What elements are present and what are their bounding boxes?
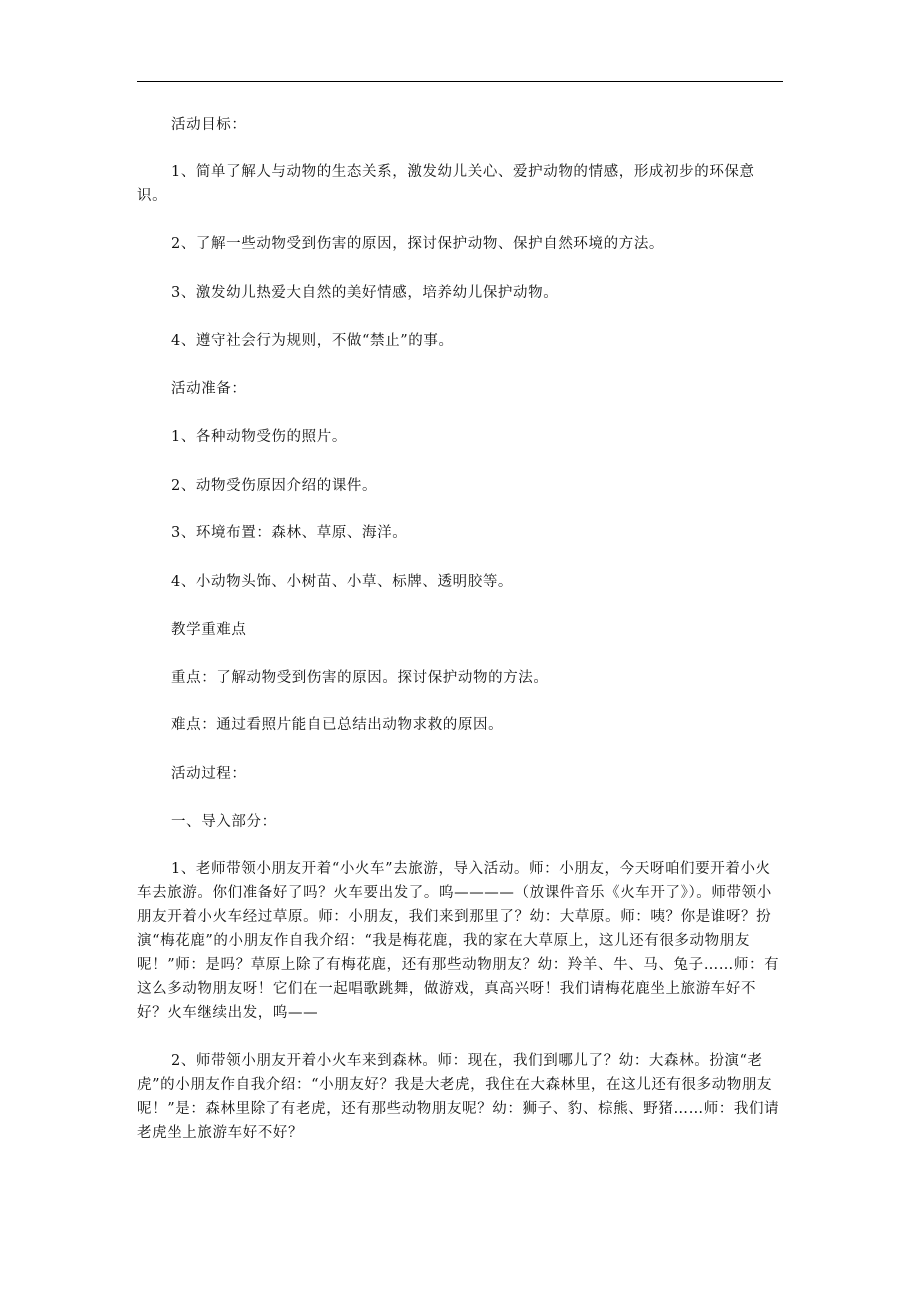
heading-key-points: 教学重难点: [171, 622, 247, 638]
preparation-item-1: 1、各种动物受伤的照片。: [171, 429, 347, 445]
heading-activity-goals: 活动目标：: [171, 117, 247, 133]
goal-item-4: 4、遵守社会行为规则，不做“禁止”的事。: [171, 333, 454, 349]
goal-item-1: 1、简单了解人与动物的生态关系，激发幼儿关心、爱护动物的情感，形成初步的环保意识。: [137, 164, 755, 204]
key-point-focus: 重点：了解动物受到伤害的原因。探讨保护动物的方法。: [171, 670, 549, 686]
process-step-1: 1、老师带领小朋友开着“小火车”去旅游，导入活动。师：小朋友，今天呀咱们要开着小火车去旅游。你们准备好了吗？火车要出发了。呜————（放课件音乐《火车开了》）。师带领小朋友开着小火车经过草原。师：小朋友，我们来到那里了？幼：大草原。师：咦？你是谁呀？扮演“梅花鹿”的小朋友作自我介绍：“我是梅花鹿，我的家在大草原上，这儿还有很多动物朋友呢！”师：是吗？草原上除了有梅花鹿，还有那些动物朋友？幼：羚羊、牛、马、兔子……师：有这么多动物朋友呀！它们在一起唱歌跳舞，做游戏，真高兴呀！我们请梅花鹿坐上旅游车好不好？火车继续出发，呜——: [137, 861, 780, 1021]
key-point-difficulty: 难点：通过看照片能自已总结出动物求救的原因。: [171, 717, 504, 733]
preparation-item-3: 3、环境布置：森林、草原、海洋。: [171, 525, 408, 541]
section-introduction: 一、导入部分：: [171, 814, 277, 830]
goal-item-3: 3、激发幼儿热爱大自然的美好情感，培养幼儿保护动物。: [171, 285, 559, 301]
goal-item-2: 2、了解一些动物受到伤害的原因，探讨保护动物、保护自然环境的方法。: [171, 236, 665, 252]
preparation-item-4: 4、小动物头饰、小树苗、小草、标牌、透明胶等。: [171, 574, 514, 590]
process-step-2: 2、师带领小朋友开着小火车来到森林。师：现在，我们到哪儿了？幼：大森林。扮演“老虎”的小朋友作自我介绍：“小朋友好？我是大老虎，我住在大森林里，在这儿还有很多动物朋友呢！”是：森林里除了有老虎，还有那些动物朋友呢？幼：狮子、豹、棕熊、野猪……师：我们请老虎坐上旅游车好不好？: [137, 1053, 780, 1141]
preparation-item-2: 2、动物受伤原因介绍的课件。: [171, 478, 378, 494]
header-rule: [137, 81, 783, 82]
heading-activity-preparation: 活动准备：: [171, 381, 247, 397]
heading-activity-process: 活动过程：: [171, 766, 247, 782]
